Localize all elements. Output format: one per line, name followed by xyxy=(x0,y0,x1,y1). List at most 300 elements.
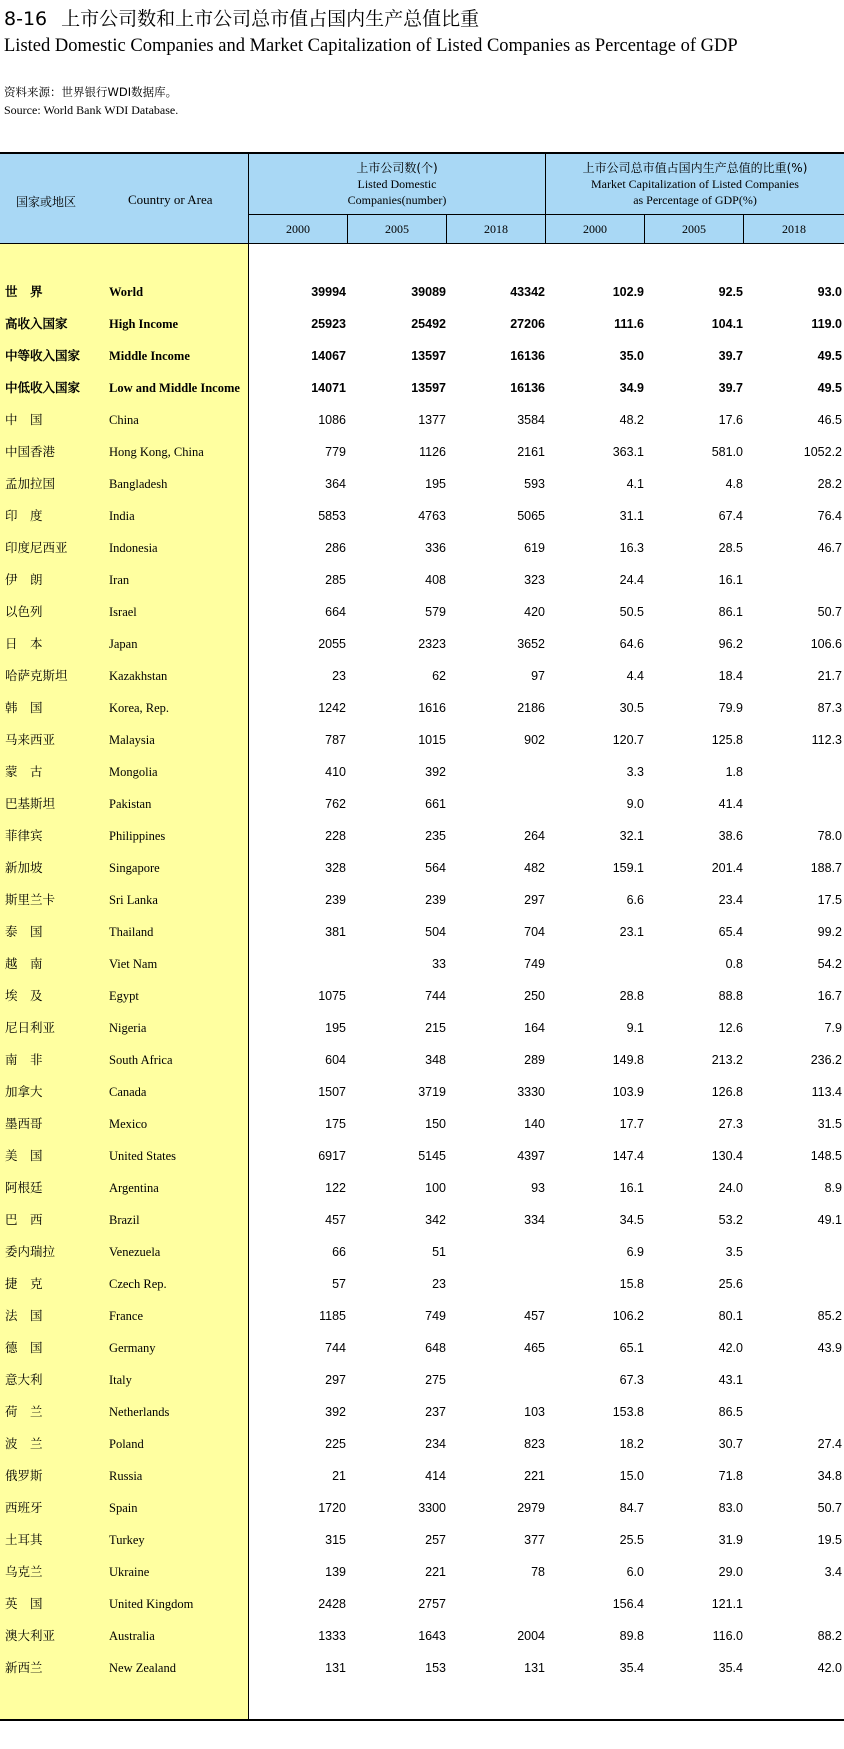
table-row xyxy=(0,1236,844,1268)
value-companies-2005: 51 xyxy=(432,1245,446,1259)
country-name-cn: 印度尼西亚 xyxy=(5,540,68,555)
value-marketcap-2018: 106.6 xyxy=(810,637,842,651)
bottom-rule xyxy=(0,1719,844,1721)
value-companies-2000: 239 xyxy=(325,893,346,907)
country-name-en: Czech Rep. xyxy=(109,1277,167,1291)
value-companies-2000: 14071 xyxy=(311,381,346,395)
value-companies-2018: 140 xyxy=(524,1117,545,1131)
value-companies-2018: 2161 xyxy=(517,445,545,459)
value-companies-2018: 902 xyxy=(524,733,545,747)
value-marketcap-2005: 1.8 xyxy=(725,765,743,779)
value-marketcap-2005: 65.4 xyxy=(718,925,743,939)
value-marketcap-2018: 21.7 xyxy=(817,669,842,683)
value-companies-2000: 328 xyxy=(325,861,346,875)
value-companies-2000: 175 xyxy=(325,1117,346,1131)
table-row xyxy=(0,852,844,884)
table-row xyxy=(0,1172,844,1204)
value-companies-2005: 25492 xyxy=(411,317,446,331)
value-companies-2005: 661 xyxy=(425,797,446,811)
country-name-cn: 埃 及 xyxy=(5,988,43,1003)
value-companies-2018: 823 xyxy=(524,1437,545,1451)
market-cap-header-en-2: as Percentage of GDP(%) xyxy=(633,193,757,207)
country-name-cn: 中等收入国家 xyxy=(5,348,81,363)
value-marketcap-2018: 148.5 xyxy=(810,1149,842,1163)
value-companies-2000: 744 xyxy=(325,1341,346,1355)
value-companies-2000: 66 xyxy=(332,1245,346,1259)
country-name-cn: 阿根廷 xyxy=(5,1180,43,1195)
country-header-cn: 国家或地区 xyxy=(16,195,77,209)
table-row xyxy=(0,1588,844,1620)
value-marketcap-2018: 49.1 xyxy=(817,1213,842,1227)
table-row xyxy=(0,276,844,308)
value-marketcap-2000: 3.3 xyxy=(626,765,644,779)
value-marketcap-2018: 34.8 xyxy=(817,1469,842,1483)
value-marketcap-2018: 8.9 xyxy=(824,1181,842,1195)
value-marketcap-2000: 4.4 xyxy=(626,669,644,683)
country-name-en: Viet Nam xyxy=(109,957,158,971)
value-marketcap-2018: 85.2 xyxy=(817,1309,842,1323)
country-name-cn: 俄罗斯 xyxy=(5,1468,43,1483)
value-marketcap-2000: 149.8 xyxy=(612,1053,644,1067)
country-name-en: Nigeria xyxy=(109,1021,147,1035)
year-header-companies-2000: 2000 xyxy=(249,215,348,244)
country-name-en: China xyxy=(109,413,139,427)
value-marketcap-2018: 88.2 xyxy=(817,1629,842,1643)
value-companies-2000: 285 xyxy=(325,573,346,587)
value-companies-2005: 234 xyxy=(425,1437,446,1451)
value-marketcap-2000: 48.2 xyxy=(619,413,644,427)
country-name-cn: 波 兰 xyxy=(5,1436,43,1451)
value-marketcap-2005: 53.2 xyxy=(718,1213,743,1227)
value-companies-2005: 648 xyxy=(425,1341,446,1355)
country-name-en: Mexico xyxy=(109,1117,148,1131)
value-marketcap-2000: 147.4 xyxy=(612,1149,644,1163)
value-marketcap-2000: 28.8 xyxy=(619,989,644,1003)
country-name-en: Kazakhstan xyxy=(109,669,168,683)
table-row xyxy=(0,1108,844,1140)
source-note-en: Source: World Bank WDI Database. xyxy=(4,103,179,117)
value-companies-2018: 250 xyxy=(524,989,545,1003)
value-companies-2000: 1507 xyxy=(318,1085,346,1099)
value-marketcap-2005: 79.9 xyxy=(718,701,743,715)
value-companies-2000: 410 xyxy=(325,765,346,779)
market-cap-header-cn: 上市公司总市值占国内生产总值的比重(%) xyxy=(582,161,808,175)
value-marketcap-2018: 76.4 xyxy=(817,509,842,523)
country-name-cn: 尼日利亚 xyxy=(5,1020,56,1035)
country-name-cn: 德 国 xyxy=(5,1340,43,1355)
table-title xyxy=(4,4,479,31)
value-companies-2018: 3584 xyxy=(517,413,545,427)
value-marketcap-2005: 30.7 xyxy=(718,1437,743,1451)
country-name-en: United States xyxy=(109,1149,177,1163)
value-companies-2018: 2004 xyxy=(517,1629,545,1643)
year-header-companies-2005: 2005 xyxy=(348,215,447,244)
value-marketcap-2005: 201.4 xyxy=(711,861,743,875)
table-row xyxy=(0,628,844,660)
value-marketcap-2018: 119.0 xyxy=(811,317,842,331)
country-name-cn: 中低收入国家 xyxy=(5,380,81,395)
value-marketcap-2000: 67.3 xyxy=(619,1373,644,1387)
value-companies-2005: 1616 xyxy=(418,701,446,715)
country-name-cn: 中 国 xyxy=(5,412,43,427)
value-companies-2005: 579 xyxy=(425,605,446,619)
value-companies-2000: 1720 xyxy=(318,1501,346,1515)
value-companies-2005: 392 xyxy=(425,765,446,779)
table-row xyxy=(0,468,844,500)
value-marketcap-2018: 3.4 xyxy=(824,1565,842,1579)
value-marketcap-2000: 9.0 xyxy=(626,797,644,811)
value-marketcap-2018: 99.2 xyxy=(817,925,842,939)
table-row xyxy=(0,1076,844,1108)
value-marketcap-2005: 581.0 xyxy=(711,445,743,459)
table-row xyxy=(0,1300,844,1332)
value-companies-2005: 33 xyxy=(432,957,446,971)
country-name-cn: 英 国 xyxy=(5,1596,43,1611)
value-marketcap-2005: 92.5 xyxy=(718,285,743,299)
country-name-en: Netherlands xyxy=(109,1405,170,1419)
value-companies-2000: 392 xyxy=(325,1405,346,1419)
country-name-cn: 澳大利亚 xyxy=(5,1628,56,1643)
value-marketcap-2000: 102.9 xyxy=(612,285,644,299)
value-companies-2000: 23 xyxy=(332,669,346,683)
country-name-cn: 中国香港 xyxy=(5,444,56,459)
country-name-cn: 法 国 xyxy=(5,1308,43,1323)
value-companies-2018: 43342 xyxy=(510,285,545,299)
table-row xyxy=(0,436,844,468)
value-companies-2005: 414 xyxy=(425,1469,446,1483)
value-marketcap-2018: 113.4 xyxy=(811,1085,842,1099)
value-marketcap-2018: 42.0 xyxy=(817,1661,842,1675)
value-marketcap-2018: 27.4 xyxy=(817,1437,842,1451)
value-marketcap-2000: 363.1 xyxy=(612,445,644,459)
value-marketcap-2000: 31.1 xyxy=(619,509,644,523)
country-name-en: Germany xyxy=(109,1341,156,1355)
value-marketcap-2000: 15.8 xyxy=(619,1277,644,1291)
value-marketcap-2000: 25.5 xyxy=(619,1533,644,1547)
value-companies-2018: 5065 xyxy=(517,509,545,523)
country-name-cn: 马来西亚 xyxy=(5,732,56,747)
value-companies-2000: 14067 xyxy=(311,349,346,363)
value-companies-2005: 1126 xyxy=(419,445,446,459)
listed-companies-header-en-1: Listed Domestic xyxy=(357,177,437,191)
value-marketcap-2005: 35.4 xyxy=(718,1661,743,1675)
value-companies-2000: 779 xyxy=(325,445,346,459)
value-marketcap-2000: 159.1 xyxy=(612,861,644,875)
value-marketcap-2005: 121.1 xyxy=(711,1597,743,1611)
table-row xyxy=(0,1396,844,1428)
value-companies-2018: 164 xyxy=(524,1021,545,1035)
value-marketcap-2005: 17.6 xyxy=(718,413,743,427)
country-name-en: Low and Middle Income xyxy=(109,381,240,395)
country-header-en: Country or Area xyxy=(128,192,213,207)
value-marketcap-2000: 24.4 xyxy=(619,573,644,587)
value-marketcap-2005: 12.6 xyxy=(718,1021,743,1035)
country-name-cn: 乌克兰 xyxy=(5,1564,43,1579)
value-companies-2005: 749 xyxy=(425,1309,446,1323)
value-companies-2018: 334 xyxy=(524,1213,545,1227)
listed-companies-header xyxy=(249,154,546,215)
value-marketcap-2018: 7.9 xyxy=(824,1021,842,1035)
value-companies-2005: 1377 xyxy=(418,413,446,427)
value-marketcap-2018: 78.0 xyxy=(817,829,842,843)
table-row xyxy=(0,948,844,980)
country-name-cn: 菲律宾 xyxy=(5,828,43,843)
country-name-cn: 日 本 xyxy=(5,636,43,651)
value-marketcap-2000: 16.3 xyxy=(619,541,644,555)
listed-companies-header-cn: 上市公司数(个) xyxy=(356,161,438,175)
value-companies-2018: 593 xyxy=(524,477,545,491)
table-row xyxy=(0,1492,844,1524)
value-companies-2018: 221 xyxy=(524,1469,545,1483)
value-marketcap-2000: 156.4 xyxy=(612,1597,644,1611)
value-marketcap-2018: 46.7 xyxy=(817,541,842,555)
value-companies-2000: 604 xyxy=(325,1053,346,1067)
country-name-en: New Zealand xyxy=(109,1661,176,1675)
country-name-cn: 美 国 xyxy=(5,1148,43,1163)
table-row xyxy=(0,1652,844,1684)
value-marketcap-2005: 213.2 xyxy=(711,1053,743,1067)
value-marketcap-2005: 88.8 xyxy=(718,989,743,1003)
country-name-cn: 西班牙 xyxy=(5,1500,43,1515)
value-marketcap-2000: 23.1 xyxy=(619,925,644,939)
value-marketcap-2000: 103.9 xyxy=(612,1085,644,1099)
country-name-cn: 伊 朗 xyxy=(5,572,43,587)
value-companies-2000: 457 xyxy=(325,1213,346,1227)
value-companies-2018: 749 xyxy=(524,957,545,971)
country-name-en: Japan xyxy=(109,637,138,651)
value-companies-2005: 239 xyxy=(425,893,446,907)
table-row xyxy=(0,1140,844,1172)
country-name-en: Korea, Rep. xyxy=(109,701,170,715)
table-row xyxy=(0,1364,844,1396)
country-name-en: Argentina xyxy=(109,1181,159,1195)
value-marketcap-2005: 67.4 xyxy=(718,509,743,523)
table-row xyxy=(0,980,844,1012)
table-row xyxy=(0,372,844,404)
country-name-en: Singapore xyxy=(109,861,160,875)
value-marketcap-2018: 1052.2 xyxy=(803,445,842,459)
country-name-en: Bangladesh xyxy=(109,477,168,491)
value-companies-2005: 564 xyxy=(425,861,446,875)
country-name-en: Canada xyxy=(109,1085,147,1099)
value-companies-2005: 2323 xyxy=(418,637,446,651)
country-name-en: Poland xyxy=(109,1437,144,1451)
value-companies-2000: 2055 xyxy=(318,637,346,651)
value-marketcap-2000: 30.5 xyxy=(619,701,644,715)
value-companies-2018: 2186 xyxy=(517,701,545,715)
value-marketcap-2018: 46.5 xyxy=(817,413,842,427)
value-companies-2018: 103 xyxy=(524,1405,545,1419)
table-row xyxy=(0,532,844,564)
value-marketcap-2000: 34.9 xyxy=(619,381,644,395)
country-name-en: Egypt xyxy=(109,989,139,1003)
value-marketcap-2005: 83.0 xyxy=(718,1501,743,1515)
value-marketcap-2005: 71.8 xyxy=(718,1469,743,1483)
value-marketcap-2005: 0.8 xyxy=(725,957,743,971)
value-marketcap-2000: 6.0 xyxy=(626,1565,644,1579)
country-name-en: France xyxy=(109,1309,144,1323)
value-companies-2000: 1333 xyxy=(318,1629,346,1643)
table-row xyxy=(0,1620,844,1652)
table-row xyxy=(0,1460,844,1492)
value-marketcap-2005: 126.8 xyxy=(711,1085,743,1099)
value-marketcap-2005: 104.1 xyxy=(711,317,743,331)
source-note-cn: 资料来源：世界银行WDI数据库。 xyxy=(4,85,178,99)
value-companies-2018: 289 xyxy=(524,1053,545,1067)
table-row xyxy=(0,916,844,948)
country-name-en: Mongolia xyxy=(109,765,158,779)
country-name-en: Venezuela xyxy=(109,1245,161,1259)
value-marketcap-2018: 236.2 xyxy=(810,1053,842,1067)
table-row xyxy=(0,788,844,820)
table-row xyxy=(0,1268,844,1300)
table-row xyxy=(0,756,844,788)
table-row xyxy=(0,596,844,628)
value-companies-2000: 297 xyxy=(325,1373,346,1387)
table-number: 8-16 xyxy=(4,8,48,30)
value-companies-2005: 150 xyxy=(425,1117,446,1131)
value-companies-2018: 27206 xyxy=(510,317,545,331)
value-companies-2000: 787 xyxy=(325,733,346,747)
value-marketcap-2018: 19.5 xyxy=(817,1533,842,1547)
country-name-en: South Africa xyxy=(109,1053,173,1067)
value-marketcap-2018: 54.2 xyxy=(817,957,842,971)
country-name-en: Israel xyxy=(109,605,137,619)
value-marketcap-2000: 35.0 xyxy=(619,349,644,363)
value-companies-2018: 482 xyxy=(524,861,545,875)
value-marketcap-2005: 86.1 xyxy=(718,605,743,619)
table-row xyxy=(0,1012,844,1044)
table-row xyxy=(0,820,844,852)
country-name-cn: 墨西哥 xyxy=(5,1116,43,1131)
value-companies-2005: 257 xyxy=(425,1533,446,1547)
country-name-cn: 加拿大 xyxy=(5,1084,43,1099)
value-marketcap-2005: 38.6 xyxy=(718,829,743,843)
value-marketcap-2005: 130.4 xyxy=(711,1149,743,1163)
value-marketcap-2005: 96.2 xyxy=(718,637,743,651)
country-name-cn: 孟加拉国 xyxy=(5,476,56,491)
value-companies-2000: 381 xyxy=(325,925,346,939)
value-companies-2018: 704 xyxy=(524,925,545,939)
country-name-cn: 委内瑞拉 xyxy=(5,1244,56,1259)
value-companies-2005: 336 xyxy=(425,541,446,555)
value-companies-2005: 100 xyxy=(425,1181,446,1195)
country-name-en: Ukraine xyxy=(109,1565,150,1579)
country-name-en: Malaysia xyxy=(109,733,155,747)
value-companies-2000: 286 xyxy=(325,541,346,555)
value-companies-2018: 457 xyxy=(524,1309,545,1323)
country-name-en: Hong Kong, China xyxy=(109,445,204,459)
value-companies-2005: 3719 xyxy=(418,1085,446,1099)
value-marketcap-2005: 41.4 xyxy=(718,797,743,811)
value-marketcap-2018: 188.7 xyxy=(810,861,842,875)
country-name-en: World xyxy=(109,285,144,299)
value-companies-2000: 2428 xyxy=(318,1597,346,1611)
value-marketcap-2000: 35.4 xyxy=(619,1661,644,1675)
value-companies-2018: 16136 xyxy=(510,381,545,395)
value-marketcap-2000: 111.6 xyxy=(614,317,644,331)
country-name-en: Indonesia xyxy=(109,541,158,555)
country-name-en: Italy xyxy=(109,1373,132,1387)
country-name-en: High Income xyxy=(109,317,179,331)
value-marketcap-2000: 34.5 xyxy=(619,1213,644,1227)
year-header-marketcap-2018: 2018 xyxy=(744,215,844,244)
table-row xyxy=(0,660,844,692)
value-marketcap-2018: 50.7 xyxy=(817,1501,842,1515)
value-marketcap-2000: 32.1 xyxy=(619,829,644,843)
value-companies-2005: 221 xyxy=(425,1565,446,1579)
value-companies-2005: 348 xyxy=(425,1053,446,1067)
value-companies-2005: 504 xyxy=(425,925,446,939)
year-header-companies-2018: 2018 xyxy=(447,215,546,244)
value-companies-2005: 195 xyxy=(425,477,446,491)
value-companies-2005: 1643 xyxy=(418,1629,446,1643)
value-marketcap-2005: 27.3 xyxy=(718,1117,743,1131)
listed-companies-header-en-2: Companies(number) xyxy=(347,193,447,207)
value-marketcap-2018: 112.3 xyxy=(811,733,842,747)
year-header-marketcap-2005: 2005 xyxy=(645,215,744,244)
table-title-en: Listed Domestic Companies and Market Capitalization of Listed Companies as Percentage of GDP xyxy=(4,36,738,56)
value-companies-2005: 342 xyxy=(425,1213,446,1227)
value-marketcap-2000: 65.1 xyxy=(619,1341,644,1355)
table-row xyxy=(0,564,844,596)
value-companies-2005: 62 xyxy=(432,669,446,683)
value-marketcap-2005: 86.5 xyxy=(718,1405,743,1419)
value-marketcap-2000: 9.1 xyxy=(626,1021,644,1035)
value-companies-2000: 57 xyxy=(332,1277,346,1291)
value-companies-2000: 1185 xyxy=(319,1309,346,1323)
country-name-en: Iran xyxy=(109,573,130,587)
value-companies-2018: 97 xyxy=(531,669,545,683)
value-companies-2018: 465 xyxy=(524,1341,545,1355)
table-row xyxy=(0,500,844,532)
country-name-cn: 新加坡 xyxy=(5,860,43,875)
market-cap-header-en-1: Market Capitalization of Listed Companies xyxy=(591,177,799,191)
value-companies-2005: 2757 xyxy=(418,1597,446,1611)
country-name-cn: 捷 克 xyxy=(5,1276,43,1291)
value-marketcap-2000: 50.5 xyxy=(619,605,644,619)
value-companies-2005: 275 xyxy=(425,1373,446,1387)
table-row xyxy=(0,1524,844,1556)
value-companies-2000: 762 xyxy=(325,797,346,811)
country-name-cn: 印 度 xyxy=(5,508,43,523)
value-companies-2000: 25923 xyxy=(311,317,346,331)
country-name-cn: 巴基斯坦 xyxy=(5,796,56,811)
value-marketcap-2018: 31.5 xyxy=(817,1117,842,1131)
table-row xyxy=(0,1556,844,1588)
country-name-en: India xyxy=(109,509,135,523)
country-name-cn: 荷 兰 xyxy=(5,1404,43,1419)
value-companies-2000: 315 xyxy=(325,1533,346,1547)
value-marketcap-2000: 17.7 xyxy=(619,1117,644,1131)
value-companies-2005: 13597 xyxy=(411,381,446,395)
value-marketcap-2000: 18.2 xyxy=(619,1437,644,1451)
country-name-en: Australia xyxy=(109,1629,155,1643)
value-companies-2018: 2979 xyxy=(517,1501,545,1515)
market-cap-header xyxy=(546,154,844,215)
value-marketcap-2005: 43.1 xyxy=(718,1373,743,1387)
value-companies-2005: 4763 xyxy=(418,509,446,523)
country-name-en: Russia xyxy=(109,1469,143,1483)
value-companies-2005: 5145 xyxy=(418,1149,446,1163)
table-row xyxy=(0,404,844,436)
table-title-cn: 上市公司数和上市公司总市值占国内生产总值比重 xyxy=(61,8,480,30)
value-marketcap-2018: 93.0 xyxy=(817,285,842,299)
value-marketcap-2005: 4.8 xyxy=(725,477,743,491)
country-name-cn: 新西兰 xyxy=(5,1660,43,1675)
value-companies-2018: 3652 xyxy=(517,637,545,651)
value-companies-2018: 131 xyxy=(524,1661,545,1675)
